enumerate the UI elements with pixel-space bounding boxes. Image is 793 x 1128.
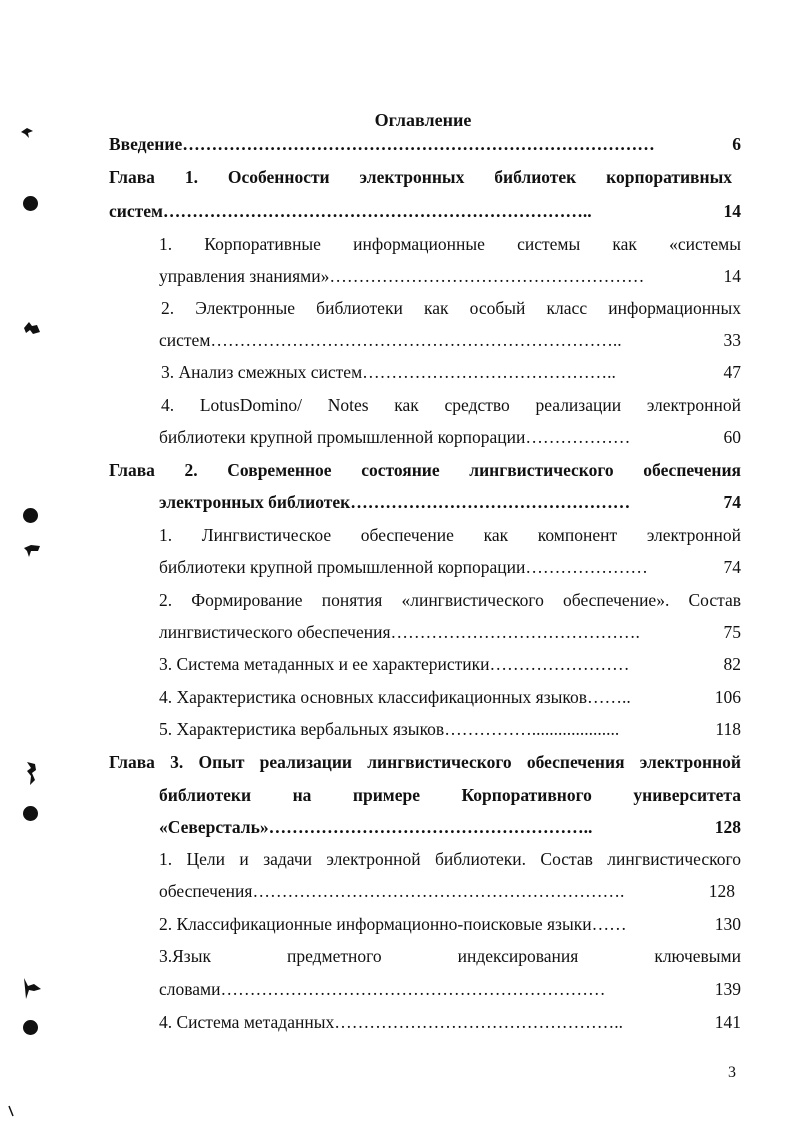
toc-leader-dots: …………………………………….. bbox=[362, 362, 616, 382]
toc-entry-title: 4. Система метаданных bbox=[159, 1012, 335, 1032]
toc-chapter-3-continuation-2[interactable] bbox=[159, 814, 741, 840]
toc-entry-title: библиотеки крупной промышленной корпорации bbox=[159, 427, 526, 447]
toc-section-1-4-line1[interactable]: 4. LotusDomino/ Notes как средство реализации электронной bbox=[161, 395, 741, 415]
punch-hole-mark bbox=[23, 806, 38, 821]
toc-section-1-3[interactable] bbox=[161, 359, 741, 385]
toc-entry-title: 2. Классификационные информационно-поисковые языки bbox=[159, 914, 592, 934]
toc-section-1-2-line1[interactable]: 2. Электронные библиотеки как особый класс информационных bbox=[161, 298, 741, 318]
toc-section-2-4[interactable] bbox=[159, 684, 741, 710]
toc-chapter-3-continuation[interactable]: библиотеки на примере Корпоративного университета bbox=[159, 785, 741, 805]
toc-entry-title: 4. Характеристика основных классификационных языков bbox=[159, 687, 588, 707]
scan-speck-mark bbox=[8, 1104, 14, 1116]
toc-leader-dots: ………………………………………… bbox=[350, 492, 631, 512]
toc-page-number: 14 bbox=[723, 266, 741, 286]
toc-entry-title: систем bbox=[109, 201, 163, 221]
toc-section-2-1-line2[interactable] bbox=[159, 554, 741, 580]
toc-page-number: 14 bbox=[723, 201, 741, 221]
scan-speck-mark bbox=[22, 976, 42, 1000]
toc-page-number: 118 bbox=[715, 719, 741, 739]
toc-entry-title: 3. Система метаданных и ее характеристики bbox=[159, 654, 490, 674]
scan-speck-mark bbox=[23, 542, 41, 558]
toc-section-3-4[interactable] bbox=[159, 1009, 741, 1035]
toc-section-3-3-line2[interactable] bbox=[159, 976, 741, 1002]
toc-page-number: 47 bbox=[723, 362, 741, 382]
toc-leader-dots: …….. bbox=[587, 687, 631, 707]
toc-entry-title: обеспечения bbox=[159, 881, 253, 901]
toc-section-3-3-line1[interactable]: 3.Язык предметного индексирования ключевыми bbox=[159, 946, 741, 966]
toc-entry-title: 3. Анализ смежных систем bbox=[161, 362, 363, 382]
scan-speck-mark bbox=[23, 320, 41, 336]
toc-section-3-2[interactable] bbox=[159, 911, 741, 937]
punch-hole-mark bbox=[23, 196, 38, 211]
toc-chapter-1-continuation[interactable] bbox=[109, 198, 741, 224]
page-number: 3 bbox=[728, 1064, 736, 1081]
toc-leader-dots: ………………………………………………………… bbox=[220, 979, 606, 999]
toc-page-number: 130 bbox=[714, 914, 741, 934]
toc-page-number: 6 bbox=[732, 134, 741, 154]
toc-leader-dots: ……………………………………………… bbox=[329, 266, 645, 286]
toc-page-number: 74 bbox=[723, 492, 741, 512]
toc-section-2-2-line1[interactable]: 2. Формирование понятия «лингвистического обеспечение». Состав bbox=[159, 590, 741, 610]
toc-page-number: 82 bbox=[723, 654, 741, 674]
toc-leader-dots: …………………… bbox=[489, 654, 630, 674]
toc-entry-title: Введение bbox=[109, 134, 183, 154]
toc-leader-dots: ……………………………………………………………………… bbox=[182, 134, 655, 154]
toc-section-1-2-line2[interactable] bbox=[159, 327, 741, 353]
toc-section-2-2-line2[interactable] bbox=[159, 619, 741, 645]
toc-section-1-1-line2[interactable] bbox=[159, 263, 741, 289]
toc-section-2-3[interactable] bbox=[159, 651, 741, 677]
scan-speck-mark bbox=[24, 760, 38, 786]
toc-chapter-1-heading[interactable]: Глава 1. Особенности электронных библиотек корпоративных bbox=[109, 167, 732, 187]
toc-page-number: 33 bbox=[723, 330, 741, 350]
toc-section-3-1-line2[interactable] bbox=[159, 878, 741, 904]
toc-leader-dots: ……………………………………………….. bbox=[268, 817, 593, 837]
toc-chapter-2-continuation[interactable] bbox=[159, 489, 741, 515]
toc-entry-title: библиотеки крупной промышленной корпорации bbox=[159, 557, 526, 577]
toc-entry-title: управления знаниями» bbox=[159, 266, 330, 286]
toc-section-2-5[interactable] bbox=[159, 716, 741, 742]
toc-page-number: 141 bbox=[714, 1012, 741, 1032]
toc-entry-title: словами bbox=[159, 979, 221, 999]
toc-page-number: 139 bbox=[714, 979, 741, 999]
toc-entry-title: лингвистического обеспечения bbox=[159, 622, 391, 642]
toc-section-1-1-line1[interactable]: 1. Корпоративные информационные системы как «системы bbox=[159, 234, 741, 254]
toc-leader-dots: …………….................... bbox=[444, 719, 620, 739]
toc-page-number: 106 bbox=[714, 687, 741, 707]
punch-hole-mark bbox=[23, 1020, 38, 1035]
toc-page-number: 128 bbox=[708, 881, 735, 901]
page-title: Оглавление bbox=[374, 110, 472, 130]
toc-entry-title: электронных библиотек bbox=[159, 492, 351, 512]
toc-page-number: 128 bbox=[714, 817, 741, 837]
toc-entry-introduction[interactable] bbox=[109, 131, 741, 157]
toc-page-number: 75 bbox=[723, 622, 741, 642]
toc-leader-dots: ………………… bbox=[525, 557, 648, 577]
toc-section-2-1-line1[interactable]: 1. Лингвистическое обеспечение как компонент электронной bbox=[159, 525, 741, 545]
toc-entry-title: 5. Характеристика вербальных языков bbox=[159, 719, 445, 739]
toc-leader-dots: ……………………………………. bbox=[390, 622, 640, 642]
toc-page-number: 74 bbox=[723, 557, 741, 577]
toc-leader-dots: …………………………………………………………….. bbox=[210, 330, 622, 350]
toc-leader-dots: ………………………………………………………. bbox=[252, 881, 625, 901]
toc-leader-dots: ……………………………………………………………….. bbox=[162, 201, 592, 221]
toc-leader-dots: …… bbox=[591, 914, 627, 934]
toc-section-1-4-line2[interactable] bbox=[159, 424, 741, 450]
toc-chapter-2-heading[interactable]: Глава 2. Современное состояние лингвистического обеспечения bbox=[109, 460, 741, 480]
toc-page-number: 60 bbox=[723, 427, 741, 447]
toc-entry-title: систем bbox=[159, 330, 211, 350]
toc-leader-dots: ……………… bbox=[525, 427, 631, 447]
toc-leader-dots: ………………………………………….. bbox=[334, 1012, 623, 1032]
toc-chapter-3-heading[interactable]: Глава 3. Опыт реализации лингвистического обеспечения электронной bbox=[109, 752, 741, 772]
toc-entry-title: «Северсталь» bbox=[159, 817, 269, 837]
toc-section-3-1-line1[interactable]: 1. Цели и задачи электронной библиотеки. Состав лингвистического bbox=[159, 849, 741, 869]
punch-hole-mark bbox=[23, 508, 38, 523]
